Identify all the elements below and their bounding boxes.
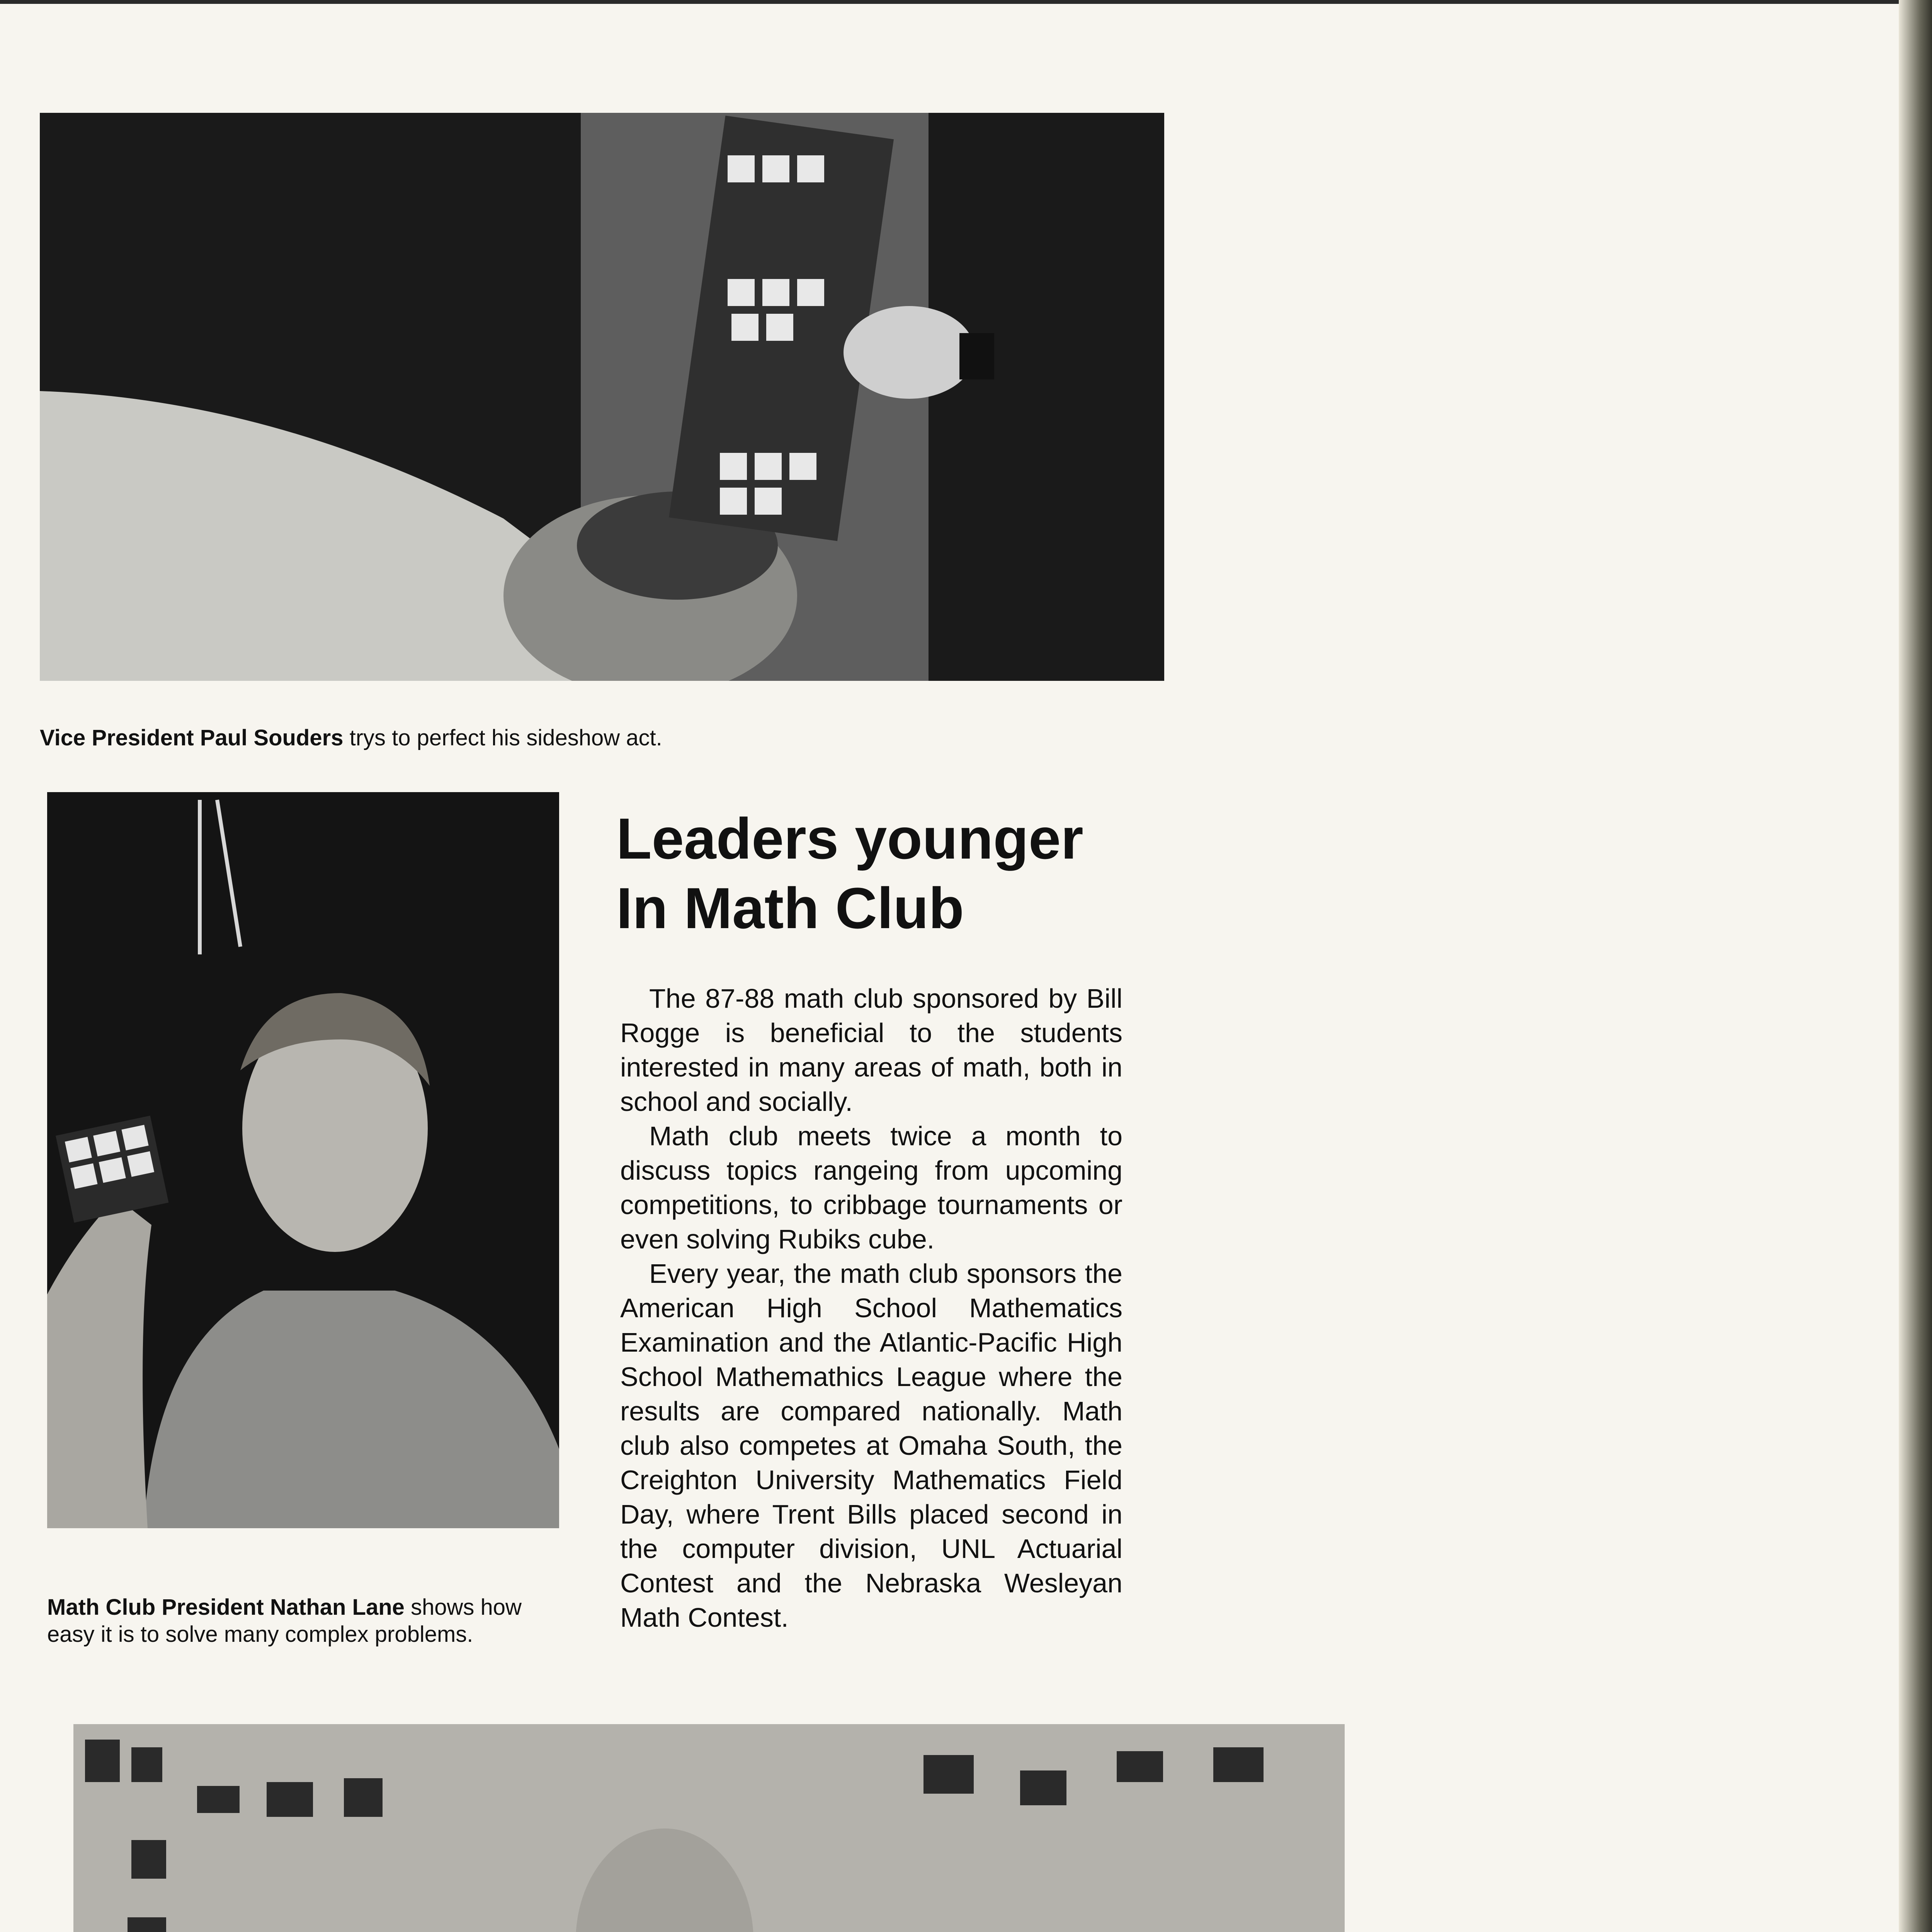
page-top-edge xyxy=(0,0,1932,4)
article-body xyxy=(620,981,1122,1635)
headline-line-2: In Math Club xyxy=(616,876,964,940)
caption-left-names: Math Club President Nathan Lane xyxy=(47,1595,405,1620)
caption-top-names: Vice President Paul Souders xyxy=(40,725,344,750)
photo-group-instruction-image xyxy=(73,1724,1345,1932)
photo-rubiks-cube-balance-image xyxy=(40,113,1164,681)
article-paragraph: Every year, the math club sponsors the American High School Mathematics Examination and the Atlantic-Pacific High School Mathemathics League where the results are compared nationally. Math club also competes at Omaha South, the Creighton University Mathematics Field Day, where Trent Bills placed second in the computer division, UNL Actuarial Contest and the Nebraska Wesleyan Math Contest. xyxy=(620,1259,1122,1633)
caption-left-text: shows how easy it is to solve many complex problems. xyxy=(47,1595,522,1647)
caption-top-photo xyxy=(40,724,1160,752)
caption-top-text: trys to perfect his sideshow act. xyxy=(343,725,662,750)
caption-left-photo xyxy=(47,1594,569,1648)
book-spine xyxy=(1899,0,1932,1932)
photo-group-instruction xyxy=(73,1724,1345,1932)
photo-student-with-cube-image xyxy=(47,792,559,1528)
photo-rubiks-cube-balance xyxy=(40,113,1164,681)
article-paragraph: Math club meets twice a month to discuss topics rangeing from upcoming competitions, to cribbage tournaments or even solving Rubiks cube. xyxy=(620,1121,1122,1254)
headline-line-1: Leaders younger xyxy=(616,806,1083,871)
photo-student-with-cube xyxy=(47,792,559,1528)
article-headline xyxy=(616,804,1196,943)
article-paragraph: The 87-88 math club sponsored by Bill Rogge is beneficial to the students interested in many areas of math, both in school and socially. xyxy=(620,983,1122,1117)
